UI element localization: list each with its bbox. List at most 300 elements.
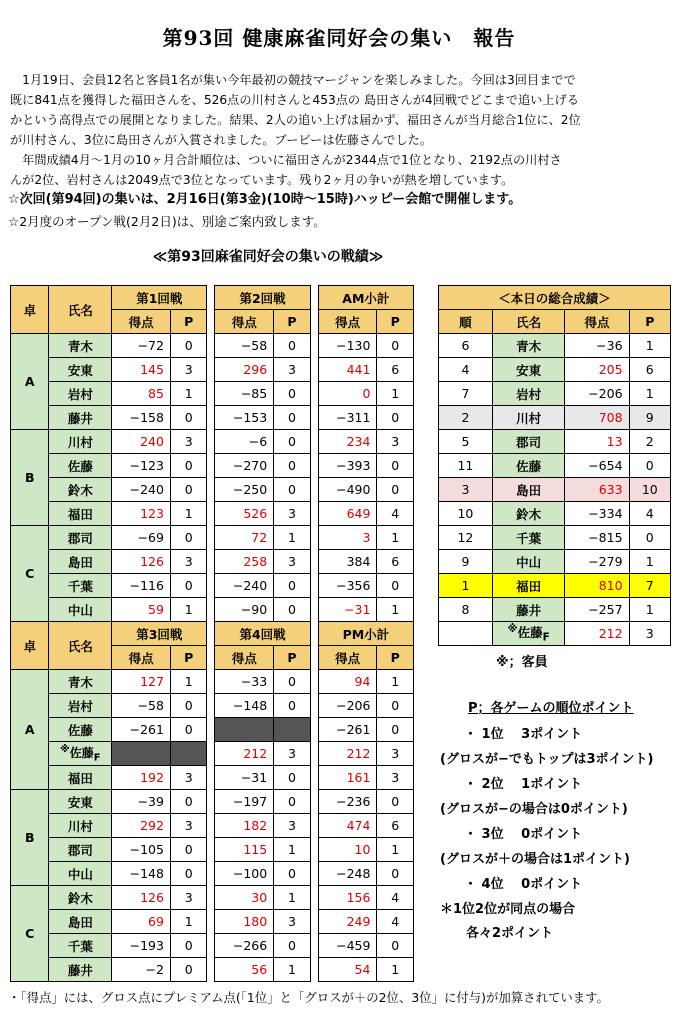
summary-point: 2 (629, 430, 670, 454)
player-name-text: 佐藤 (69, 745, 94, 760)
gap (310, 502, 318, 526)
summary-name: 安東 (492, 358, 565, 382)
score-cell: −261 (112, 718, 171, 742)
gap (207, 598, 215, 622)
gap (207, 790, 215, 814)
gap (310, 454, 318, 478)
gap (207, 574, 215, 598)
player-row (11, 598, 414, 622)
gap (310, 910, 318, 934)
summary-name: 川村 (492, 406, 565, 430)
point-cell: 3 (377, 742, 414, 766)
score-cell: 212 (318, 742, 377, 766)
score-cell: −148 (215, 694, 274, 718)
point-rule-line: (グロスが−でもトップは3ポイント) (440, 752, 654, 767)
gap (207, 958, 215, 982)
player-row (11, 382, 414, 406)
summary-rank (439, 622, 493, 646)
player-name: 岩村 (49, 694, 112, 718)
header-score: 得点 (112, 646, 171, 670)
score-cell: −240 (112, 478, 171, 502)
header-score: 得点 (215, 310, 274, 334)
score-cell: −206 (318, 694, 377, 718)
intro-line: 年間成績4月～1月の10ヶ月合計順位は、ついに福田さんが2344点で1位となり、2192点の川村さ (10, 153, 562, 167)
point-cell: 1 (170, 502, 206, 526)
score-cell: −490 (318, 478, 377, 502)
player-row (11, 934, 414, 958)
score-cell: 145 (112, 358, 171, 382)
score-cell: 292 (112, 814, 171, 838)
summary-score: −279 (565, 550, 629, 574)
summary-header: 氏名 (492, 310, 565, 334)
summary-point: 1 (629, 334, 670, 358)
player-row (11, 958, 414, 982)
score-cell: 0 (318, 382, 377, 406)
header-point: P (377, 646, 414, 670)
score-cell: −39 (112, 790, 171, 814)
header-name: 氏名 (49, 286, 112, 334)
table-label: B (11, 790, 49, 886)
header-score: 得点 (112, 310, 171, 334)
header-subtotal: AM小計 (318, 286, 413, 310)
score-cell: −2 (112, 958, 171, 982)
score-cell: −31 (215, 766, 274, 790)
point-cell: 3 (170, 430, 206, 454)
player-name: 鈴木 (49, 886, 112, 910)
summary-rank: 9 (439, 550, 493, 574)
score-cell: 126 (112, 550, 171, 574)
point-cell: 1 (377, 598, 414, 622)
point-cell: 0 (274, 406, 310, 430)
point-cell: 0 (377, 718, 414, 742)
score-cell: 240 (112, 430, 171, 454)
player-row (11, 718, 414, 742)
summary-score: −815 (565, 526, 629, 550)
summary-row (439, 550, 671, 574)
summary-title: ＜本日の総合成績＞ (439, 286, 671, 310)
gap (310, 334, 318, 358)
score-cell: −197 (215, 790, 274, 814)
point-cell: 1 (377, 382, 414, 406)
score-cell: 212 (215, 742, 274, 766)
summary-row (439, 526, 671, 550)
point-cell: 0 (170, 478, 206, 502)
player-row (11, 910, 414, 934)
score-cell: −193 (112, 934, 171, 958)
player-row (11, 406, 414, 430)
summary-point: 0 (629, 454, 670, 478)
summary-name: 佐藤 (492, 454, 565, 478)
summary-name: 藤井 (492, 598, 565, 622)
gap (207, 526, 215, 550)
score-cell: 234 (318, 430, 377, 454)
summary-row (439, 502, 671, 526)
point-cell: 1 (274, 886, 310, 910)
score-cell: −123 (112, 454, 171, 478)
gap (207, 838, 215, 862)
point-cell: 1 (377, 838, 414, 862)
point-cell: 0 (170, 718, 206, 742)
summary-name: 千葉 (492, 526, 565, 550)
summary-score: −36 (565, 334, 629, 358)
score-cell: 182 (215, 814, 274, 838)
gap (310, 406, 318, 430)
point-cell: 3 (170, 550, 206, 574)
player-name-text: 佐藤 (517, 625, 543, 641)
am-results-table (10, 285, 414, 622)
summary-point: 6 (629, 358, 670, 382)
score-cell: −58 (215, 334, 274, 358)
summary-rank: 2 (439, 406, 493, 430)
player-row (11, 502, 414, 526)
summary-score: −206 (565, 382, 629, 406)
player-name: 青木 (49, 670, 112, 694)
point-cell: 0 (274, 670, 310, 694)
intro-line: 既に841点を獲得した福田さんを、526点の川村さんと453点の 島田さんが4回戦でどこまで追い上げる (10, 93, 579, 107)
score-cell: 54 (318, 958, 377, 982)
gap (310, 694, 318, 718)
point-cell: 0 (274, 790, 310, 814)
player-name: 中山 (49, 598, 112, 622)
point-cell: 3 (274, 502, 310, 526)
table-label: C (11, 886, 49, 982)
score-cell: −158 (112, 406, 171, 430)
gap (310, 382, 318, 406)
point-cell: 0 (274, 934, 310, 958)
player-name: 藤井 (49, 406, 112, 430)
score-cell: −311 (318, 406, 377, 430)
player-name: 安東 (49, 790, 112, 814)
summary-point: 1 (629, 598, 670, 622)
summary-rank: 3 (439, 478, 493, 502)
gap (207, 934, 215, 958)
player-row (11, 670, 414, 694)
point-cell: 0 (274, 862, 310, 886)
player-name (49, 742, 112, 766)
player-row (11, 478, 414, 502)
point-cell: 0 (170, 454, 206, 478)
point-cell: 1 (170, 670, 206, 694)
point-rule-line: P；各ゲームの順位ポイント (468, 701, 634, 716)
summary-row (439, 334, 671, 358)
gap (207, 406, 215, 430)
summary-rank: 8 (439, 598, 493, 622)
player-name: 福田 (49, 766, 112, 790)
gap (310, 718, 318, 742)
summary-name (492, 622, 565, 646)
score-cell: −240 (215, 574, 274, 598)
summary-rank: 7 (439, 382, 493, 406)
gap (207, 742, 215, 766)
player-name: 郡司 (49, 838, 112, 862)
point-cell: 1 (274, 526, 310, 550)
point-cell: 0 (274, 574, 310, 598)
point-cell: 0 (170, 790, 206, 814)
point-cell: 0 (170, 958, 206, 982)
point-cell: 3 (274, 814, 310, 838)
score-cell: −105 (112, 838, 171, 862)
score-cell: −266 (215, 934, 274, 958)
gap (207, 454, 215, 478)
point-cell: 3 (274, 910, 310, 934)
point-rule-line: 各々2ポイント (466, 926, 554, 941)
gap (207, 334, 215, 358)
summary-point: 3 (629, 622, 670, 646)
summary-score: −257 (565, 598, 629, 622)
player-name: 青木 (49, 334, 112, 358)
daily-summary-table (438, 285, 671, 646)
point-cell: 0 (170, 406, 206, 430)
player-row (11, 334, 414, 358)
point-cell: 3 (274, 550, 310, 574)
point-cell: 0 (377, 694, 414, 718)
player-name: 川村 (49, 430, 112, 454)
header-table: 卓 (11, 286, 49, 334)
gap (207, 430, 215, 454)
summary-score: −654 (565, 454, 629, 478)
player-name: 川村 (49, 814, 112, 838)
summary-point: 10 (629, 478, 670, 502)
summary-row (439, 574, 671, 598)
summary-score: 13 (565, 430, 629, 454)
player-row (11, 574, 414, 598)
point-cell: 0 (274, 766, 310, 790)
score-cell: 249 (318, 910, 377, 934)
point-cell: 1 (377, 958, 414, 982)
open-match-notice: ☆2月度のオープン戦(2月2日)は、別途ご案内致します。 (8, 214, 326, 229)
point-rule-line: (グロスが＋の場合は1ポイント) (440, 852, 630, 867)
point-cell: 0 (170, 694, 206, 718)
guest-sub: F (93, 752, 101, 764)
player-row (11, 742, 414, 766)
player-row (11, 814, 414, 838)
header-point: P (377, 310, 414, 334)
page-title: 第93回 健康麻雀同好会の集い 報告 (162, 26, 516, 50)
gap (310, 934, 318, 958)
point-cell: 0 (377, 406, 414, 430)
gap (207, 862, 215, 886)
player-name: 千葉 (49, 934, 112, 958)
score-cell: 161 (318, 766, 377, 790)
player-row (11, 358, 414, 382)
point-cell: 1 (274, 958, 310, 982)
gap (310, 790, 318, 814)
point-cell: 0 (377, 862, 414, 886)
point-cell: 0 (274, 430, 310, 454)
summary-rank: 5 (439, 430, 493, 454)
point-cell: 3 (170, 814, 206, 838)
score-cell: 30 (215, 886, 274, 910)
score-cell: −148 (112, 862, 171, 886)
score-cell: −248 (318, 862, 377, 886)
summary-rank: 10 (439, 502, 493, 526)
header-table: 卓 (11, 622, 49, 670)
point-cell: 3 (274, 742, 310, 766)
gap (310, 838, 318, 862)
gap (310, 478, 318, 502)
player-name: 佐藤 (49, 718, 112, 742)
score-cell: −130 (318, 334, 377, 358)
gap (310, 958, 318, 982)
point-rule-line: ・ 2位 1ポイント (464, 777, 583, 792)
point-cell: 1 (170, 382, 206, 406)
point-cell (170, 742, 206, 766)
intro-line: かという高得点での展開となりました。結果、2人の追い上げは届かず、福田さんが当月総合1位に、2位 (10, 113, 581, 127)
gap (310, 766, 318, 790)
intro-line: んが2位、岩村さんは2049点で3位となっています。残り2ヶ月の争いが熱を増しています。 (10, 173, 514, 187)
score-cell: 3 (318, 526, 377, 550)
point-cell: 1 (377, 526, 414, 550)
point-cell: 6 (377, 550, 414, 574)
gap (310, 358, 318, 382)
player-row (11, 454, 414, 478)
score-cell: −100 (215, 862, 274, 886)
gap (207, 814, 215, 838)
point-cell: 1 (170, 598, 206, 622)
point-cell: 3 (377, 766, 414, 790)
gap (310, 814, 318, 838)
score-cell: −459 (318, 934, 377, 958)
score-cell: −69 (112, 526, 171, 550)
summary-row (439, 406, 671, 430)
summary-rank: 12 (439, 526, 493, 550)
intro-line: 1月19日、会員12名と客員1名が集い今年最初の競技マージャンを楽しみました。今回は3回目までで (10, 73, 576, 87)
summary-name: 青木 (492, 334, 565, 358)
score-cell: −72 (112, 334, 171, 358)
score-cell: −90 (215, 598, 274, 622)
point-cell: 3 (170, 358, 206, 382)
summary-score: 212 (565, 622, 629, 646)
summary-point: 9 (629, 406, 670, 430)
point-cell: 0 (274, 694, 310, 718)
point-cell: 6 (377, 358, 414, 382)
gap (207, 286, 215, 334)
header-score: 得点 (318, 310, 377, 334)
guest-sub: F (542, 631, 550, 644)
summary-header: P (629, 310, 670, 334)
gap (310, 742, 318, 766)
player-row (11, 694, 414, 718)
player-name: 安東 (49, 358, 112, 382)
summary-name: 郡司 (492, 430, 565, 454)
player-row (11, 886, 414, 910)
gap (207, 910, 215, 934)
header-point: P (170, 646, 206, 670)
guest-note: ※；客員 (496, 655, 548, 670)
guest-mark: ※ (507, 623, 518, 636)
point-rule-line: (グロスが−の場合は0ポイント) (440, 802, 628, 817)
point-cell: 0 (170, 934, 206, 958)
summary-point: 0 (629, 526, 670, 550)
score-cell: −261 (318, 718, 377, 742)
summary-name: 岩村 (492, 382, 565, 406)
score-cell: −85 (215, 382, 274, 406)
summary-score: 205 (565, 358, 629, 382)
summary-rank: 6 (439, 334, 493, 358)
gap (207, 694, 215, 718)
gap (207, 766, 215, 790)
gap (310, 526, 318, 550)
next-meeting-notice: ☆次回(第94回)の集いは、2月16日(第3金)(10時～15時)ハッピー会館で開催します。 (8, 192, 522, 207)
summary-row (439, 622, 671, 646)
gap (207, 502, 215, 526)
intro-text (10, 70, 674, 190)
score-cell: 72 (215, 526, 274, 550)
player-row (11, 550, 414, 574)
guest-mark: ※ (60, 743, 70, 755)
score-cell: −58 (112, 694, 171, 718)
summary-score: −334 (565, 502, 629, 526)
score-cell: 127 (112, 670, 171, 694)
player-name: 島田 (49, 550, 112, 574)
summary-point: 4 (629, 502, 670, 526)
summary-name: 福田 (492, 574, 565, 598)
player-name: 中山 (49, 862, 112, 886)
score-cell: −31 (318, 598, 377, 622)
header-point: P (170, 310, 206, 334)
player-row (11, 790, 414, 814)
point-rule-line: ＊1位2位が同点の場合 (440, 902, 576, 917)
gap (310, 598, 318, 622)
point-cell: 0 (377, 934, 414, 958)
score-cell: 10 (318, 838, 377, 862)
gap (310, 550, 318, 574)
player-name: 佐藤 (49, 454, 112, 478)
score-cell: −236 (318, 790, 377, 814)
table-label: A (11, 334, 49, 430)
point-cell: 1 (274, 838, 310, 862)
gap (310, 670, 318, 694)
gap (207, 382, 215, 406)
score-cell: −33 (215, 670, 274, 694)
player-name: 島田 (49, 910, 112, 934)
score-cell: −6 (215, 430, 274, 454)
point-cell: 0 (170, 838, 206, 862)
point-cell: 0 (274, 598, 310, 622)
gap (207, 550, 215, 574)
score-cell: 474 (318, 814, 377, 838)
table-label: B (11, 430, 49, 526)
summary-score: 810 (565, 574, 629, 598)
score-cell: −153 (215, 406, 274, 430)
point-cell: 0 (377, 574, 414, 598)
header-point: P (274, 310, 310, 334)
point-cell: 1 (377, 670, 414, 694)
table-label: A (11, 670, 49, 790)
summary-rank: 4 (439, 358, 493, 382)
score-cell: 156 (318, 886, 377, 910)
point-cell: 0 (377, 454, 414, 478)
summary-score: 708 (565, 406, 629, 430)
point-cell: 6 (377, 814, 414, 838)
score-cell (215, 718, 274, 742)
point-cell (274, 718, 310, 742)
summary-row (439, 430, 671, 454)
point-cell: 3 (274, 358, 310, 382)
score-cell: 526 (215, 502, 274, 526)
point-cell: 3 (377, 430, 414, 454)
point-cell: 4 (377, 502, 414, 526)
results-subtitle: ≪第93回麻雀同好会の集いの戦績≫ (152, 249, 384, 265)
point-cell: 0 (274, 334, 310, 358)
point-rule-line: ・ 1位 3ポイント (464, 727, 583, 742)
point-cell: 1 (170, 910, 206, 934)
score-cell: 126 (112, 886, 171, 910)
score-cell: 296 (215, 358, 274, 382)
header-game1: 第3回戦 (112, 622, 207, 646)
summary-rank: 11 (439, 454, 493, 478)
score-cell: 384 (318, 550, 377, 574)
